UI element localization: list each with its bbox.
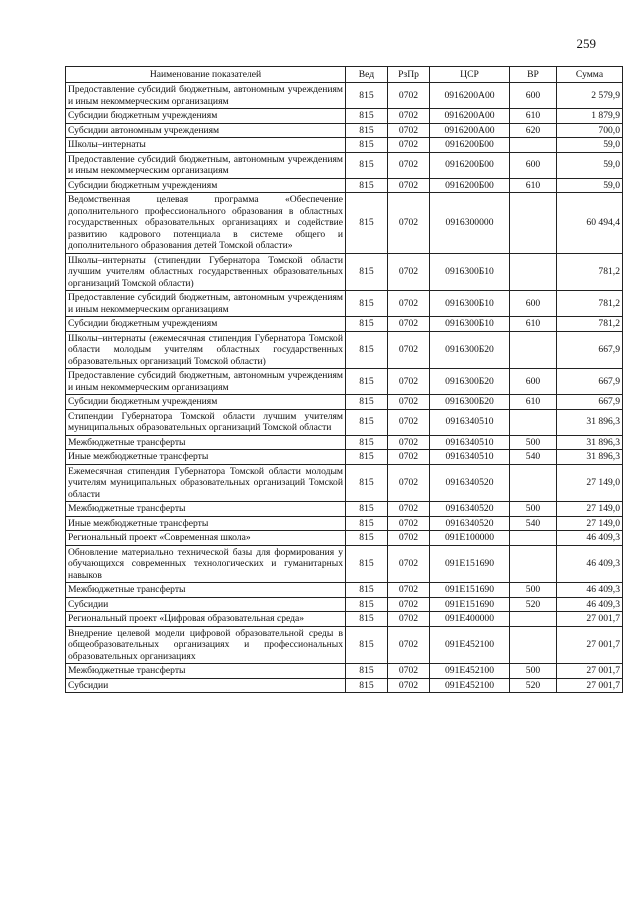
cell-rzpr: 0702 xyxy=(388,291,430,317)
cell-sum: 46 409,3 xyxy=(557,531,623,546)
table-row xyxy=(66,464,623,502)
cell-rzpr: 0702 xyxy=(388,369,430,395)
cell-csr: 0916300Б10 xyxy=(430,317,510,332)
cell-ved: 815 xyxy=(346,435,388,450)
cell-ved: 815 xyxy=(346,612,388,627)
cell-ved: 815 xyxy=(346,502,388,517)
cell-name: Межбюджетные трансферты xyxy=(66,435,346,450)
cell-ved: 815 xyxy=(346,464,388,502)
cell-ved: 815 xyxy=(346,291,388,317)
cell-sum: 781,2 xyxy=(557,317,623,332)
cell-vr xyxy=(510,193,557,254)
cell-rzpr: 0702 xyxy=(388,317,430,332)
cell-vr: 610 xyxy=(510,317,557,332)
header-ved: Вед xyxy=(346,67,388,83)
table-row xyxy=(66,450,623,465)
cell-name: Школы–интернаты (ежемесячная стипендия Губернатора Томской области молодым учителям областных государственных образовательных организаций Томской области) xyxy=(66,331,346,369)
table-row xyxy=(66,395,623,410)
cell-name: Стипендии Губернатора Томской области лучшим учителям муниципальных образовательных организаций Томской области xyxy=(66,409,346,435)
table-row xyxy=(66,664,623,679)
cell-ved: 815 xyxy=(346,369,388,395)
table-row xyxy=(66,597,623,612)
cell-rzpr: 0702 xyxy=(388,583,430,598)
table-row xyxy=(66,612,623,627)
header-sum: Сумма xyxy=(557,67,623,83)
cell-ved: 815 xyxy=(346,664,388,679)
cell-name: Предоставление субсидий бюджетным, автономным учреждениям и иным некоммерческим организациям xyxy=(66,291,346,317)
cell-vr: 620 xyxy=(510,123,557,138)
table-row xyxy=(66,138,623,153)
cell-rzpr: 0702 xyxy=(388,597,430,612)
cell-sum: 46 409,3 xyxy=(557,597,623,612)
cell-rzpr: 0702 xyxy=(388,193,430,254)
cell-csr: 0916340510 xyxy=(430,435,510,450)
cell-name: Ежемесячная стипендия Губернатора Томской области молодым учителям муниципальных образовательных организаций Томской области xyxy=(66,464,346,502)
cell-vr xyxy=(510,531,557,546)
cell-ved: 815 xyxy=(346,597,388,612)
cell-ved: 815 xyxy=(346,152,388,178)
cell-name: Внедрение целевой модели цифровой образовательной среды в общеобразовательных организациях и профессиональных образовательных организациях xyxy=(66,626,346,664)
cell-name: Межбюджетные трансферты xyxy=(66,583,346,598)
cell-rzpr: 0702 xyxy=(388,612,430,627)
cell-csr: 0916340520 xyxy=(430,502,510,517)
cell-rzpr: 0702 xyxy=(388,450,430,465)
cell-ved: 815 xyxy=(346,545,388,583)
header-csr: ЦСР xyxy=(430,67,510,83)
cell-sum: 27 001,7 xyxy=(557,626,623,664)
cell-csr: 0916200А00 xyxy=(430,123,510,138)
cell-csr: 0916200Б00 xyxy=(430,178,510,193)
table-row xyxy=(66,369,623,395)
cell-name: Субсидии xyxy=(66,678,346,693)
cell-name: Иные межбюджетные трансферты xyxy=(66,516,346,531)
cell-name: Межбюджетные трансферты xyxy=(66,502,346,517)
cell-name: Региональный проект «Современная школа» xyxy=(66,531,346,546)
cell-sum: 27 001,7 xyxy=(557,678,623,693)
cell-vr: 500 xyxy=(510,502,557,517)
cell-name: Региональный проект «Цифровая образовательная среда» xyxy=(66,612,346,627)
cell-ved: 815 xyxy=(346,678,388,693)
cell-csr: 0916340510 xyxy=(430,450,510,465)
cell-rzpr: 0702 xyxy=(388,678,430,693)
cell-sum: 700,0 xyxy=(557,123,623,138)
cell-csr: 0916300Б20 xyxy=(430,395,510,410)
cell-csr: 091E100000 xyxy=(430,531,510,546)
cell-csr: 0916300000 xyxy=(430,193,510,254)
cell-sum: 27 149,0 xyxy=(557,464,623,502)
cell-sum: 667,9 xyxy=(557,369,623,395)
cell-ved: 815 xyxy=(346,583,388,598)
cell-rzpr: 0702 xyxy=(388,253,430,291)
cell-vr: 500 xyxy=(510,583,557,598)
cell-sum: 667,9 xyxy=(557,395,623,410)
cell-ved: 815 xyxy=(346,178,388,193)
cell-name: Субсидии бюджетным учреждениям xyxy=(66,395,346,410)
cell-rzpr: 0702 xyxy=(388,83,430,109)
cell-name: Субсидии бюджетным учреждениям xyxy=(66,109,346,124)
table-row xyxy=(66,178,623,193)
cell-csr: 091E400000 xyxy=(430,612,510,627)
cell-vr: 500 xyxy=(510,435,557,450)
table-row xyxy=(66,317,623,332)
cell-name: Школы–интернаты xyxy=(66,138,346,153)
cell-rzpr: 0702 xyxy=(388,626,430,664)
cell-vr: 600 xyxy=(510,291,557,317)
table-row xyxy=(66,291,623,317)
table-row xyxy=(66,123,623,138)
cell-ved: 815 xyxy=(346,531,388,546)
table-row xyxy=(66,502,623,517)
cell-vr xyxy=(510,626,557,664)
cell-rzpr: 0702 xyxy=(388,516,430,531)
header-rzpr: РзПр xyxy=(388,67,430,83)
table-row xyxy=(66,193,623,254)
cell-csr: 0916340520 xyxy=(430,516,510,531)
cell-name: Обновление материально технической базы для формирования у обучающихся современных технологических и гуманитарных навыков xyxy=(66,545,346,583)
table-row xyxy=(66,678,623,693)
cell-csr: 0916200Б00 xyxy=(430,138,510,153)
cell-ved: 815 xyxy=(346,109,388,124)
cell-vr xyxy=(510,138,557,153)
cell-sum: 59,0 xyxy=(557,178,623,193)
cell-sum: 1 879,9 xyxy=(557,109,623,124)
table-row xyxy=(66,253,623,291)
cell-vr xyxy=(510,612,557,627)
table-row xyxy=(66,435,623,450)
table-row xyxy=(66,516,623,531)
cell-sum: 781,2 xyxy=(557,253,623,291)
cell-vr: 610 xyxy=(510,109,557,124)
cell-vr xyxy=(510,464,557,502)
cell-vr xyxy=(510,331,557,369)
cell-vr xyxy=(510,253,557,291)
cell-csr: 091E452100 xyxy=(430,664,510,679)
cell-sum: 27 149,0 xyxy=(557,516,623,531)
cell-name: Субсидии бюджетным учреждениям xyxy=(66,178,346,193)
cell-rzpr: 0702 xyxy=(388,152,430,178)
cell-rzpr: 0702 xyxy=(388,331,430,369)
cell-csr: 0916200А00 xyxy=(430,109,510,124)
cell-sum: 60 494,4 xyxy=(557,193,623,254)
cell-name: Школы–интернаты (стипендии Губернатора Томской области лучшим учителям областных государственных образовательных организаций Томской области) xyxy=(66,253,346,291)
cell-csr: 0916300Б20 xyxy=(430,331,510,369)
header-name: Наименование показателей xyxy=(66,67,346,83)
cell-name: Ведомственная целевая программа «Обеспечение дополнительного профессионального образования в областных государственных образовательных организациях и содействие развитию кадрового потенциала в системе общего и дополнительного образования детей Томской области» xyxy=(66,193,346,254)
cell-csr: 0916300Б10 xyxy=(430,291,510,317)
cell-vr: 600 xyxy=(510,152,557,178)
cell-ved: 815 xyxy=(346,516,388,531)
cell-rzpr: 0702 xyxy=(388,109,430,124)
budget-table xyxy=(65,66,623,693)
cell-rzpr: 0702 xyxy=(388,531,430,546)
cell-csr: 0916300Б10 xyxy=(430,253,510,291)
table-row xyxy=(66,152,623,178)
cell-vr: 520 xyxy=(510,678,557,693)
cell-rzpr: 0702 xyxy=(388,178,430,193)
cell-csr: 091E452100 xyxy=(430,678,510,693)
cell-ved: 815 xyxy=(346,83,388,109)
cell-csr: 091E151690 xyxy=(430,597,510,612)
cell-vr xyxy=(510,545,557,583)
cell-vr: 610 xyxy=(510,395,557,410)
cell-name: Субсидии xyxy=(66,597,346,612)
cell-sum: 31 896,3 xyxy=(557,409,623,435)
cell-rzpr: 0702 xyxy=(388,138,430,153)
cell-csr: 091E151690 xyxy=(430,545,510,583)
table-row xyxy=(66,109,623,124)
cell-sum: 2 579,9 xyxy=(557,83,623,109)
cell-rzpr: 0702 xyxy=(388,123,430,138)
cell-name: Предоставление субсидий бюджетным, автономным учреждениям и иным некоммерческим организациям xyxy=(66,152,346,178)
cell-name: Субсидии автономным учреждениям xyxy=(66,123,346,138)
cell-name: Предоставление субсидий бюджетным, автономным учреждениям и иным некоммерческим организациям xyxy=(66,369,346,395)
table-row xyxy=(66,331,623,369)
table-row xyxy=(66,583,623,598)
cell-vr: 600 xyxy=(510,83,557,109)
table-header-row xyxy=(66,67,623,83)
cell-vr: 540 xyxy=(510,450,557,465)
cell-csr: 091E151690 xyxy=(430,583,510,598)
cell-name: Субсидии бюджетным учреждениям xyxy=(66,317,346,332)
cell-csr: 091E452100 xyxy=(430,626,510,664)
cell-ved: 815 xyxy=(346,395,388,410)
cell-sum: 31 896,3 xyxy=(557,435,623,450)
header-vr: ВР xyxy=(510,67,557,83)
cell-rzpr: 0702 xyxy=(388,409,430,435)
cell-ved: 815 xyxy=(346,626,388,664)
cell-ved: 815 xyxy=(346,138,388,153)
table-body xyxy=(66,83,623,693)
cell-vr: 520 xyxy=(510,597,557,612)
cell-name: Иные межбюджетные трансферты xyxy=(66,450,346,465)
cell-vr: 500 xyxy=(510,664,557,679)
cell-sum: 781,2 xyxy=(557,291,623,317)
cell-rzpr: 0702 xyxy=(388,664,430,679)
cell-rzpr: 0702 xyxy=(388,545,430,583)
cell-csr: 0916340520 xyxy=(430,464,510,502)
cell-vr: 610 xyxy=(510,178,557,193)
cell-vr: 600 xyxy=(510,369,557,395)
cell-sum: 59,0 xyxy=(557,138,623,153)
cell-vr: 540 xyxy=(510,516,557,531)
table-row xyxy=(66,531,623,546)
cell-sum: 667,9 xyxy=(557,331,623,369)
cell-name: Предоставление субсидий бюджетным, автономным учреждениям и иным некоммерческим организациям xyxy=(66,83,346,109)
cell-sum: 46 409,3 xyxy=(557,545,623,583)
cell-csr: 0916340510 xyxy=(430,409,510,435)
cell-csr: 0916200Б00 xyxy=(430,152,510,178)
table-row xyxy=(66,83,623,109)
cell-sum: 27 001,7 xyxy=(557,664,623,679)
cell-ved: 815 xyxy=(346,331,388,369)
cell-ved: 815 xyxy=(346,409,388,435)
page-number: 259 xyxy=(576,36,596,51)
cell-rzpr: 0702 xyxy=(388,502,430,517)
cell-csr: 0916200А00 xyxy=(430,83,510,109)
cell-ved: 815 xyxy=(346,450,388,465)
table-row xyxy=(66,626,623,664)
cell-sum: 27 149,0 xyxy=(557,502,623,517)
cell-csr: 0916300Б20 xyxy=(430,369,510,395)
cell-ved: 815 xyxy=(346,123,388,138)
cell-vr xyxy=(510,409,557,435)
cell-ved: 815 xyxy=(346,253,388,291)
cell-rzpr: 0702 xyxy=(388,435,430,450)
table-row xyxy=(66,409,623,435)
cell-rzpr: 0702 xyxy=(388,464,430,502)
cell-sum: 27 001,7 xyxy=(557,612,623,627)
cell-sum: 31 896,3 xyxy=(557,450,623,465)
cell-name: Межбюджетные трансферты xyxy=(66,664,346,679)
cell-ved: 815 xyxy=(346,317,388,332)
cell-sum: 46 409,3 xyxy=(557,583,623,598)
cell-rzpr: 0702 xyxy=(388,395,430,410)
table-row xyxy=(66,545,623,583)
cell-sum: 59,0 xyxy=(557,152,623,178)
cell-ved: 815 xyxy=(346,193,388,254)
